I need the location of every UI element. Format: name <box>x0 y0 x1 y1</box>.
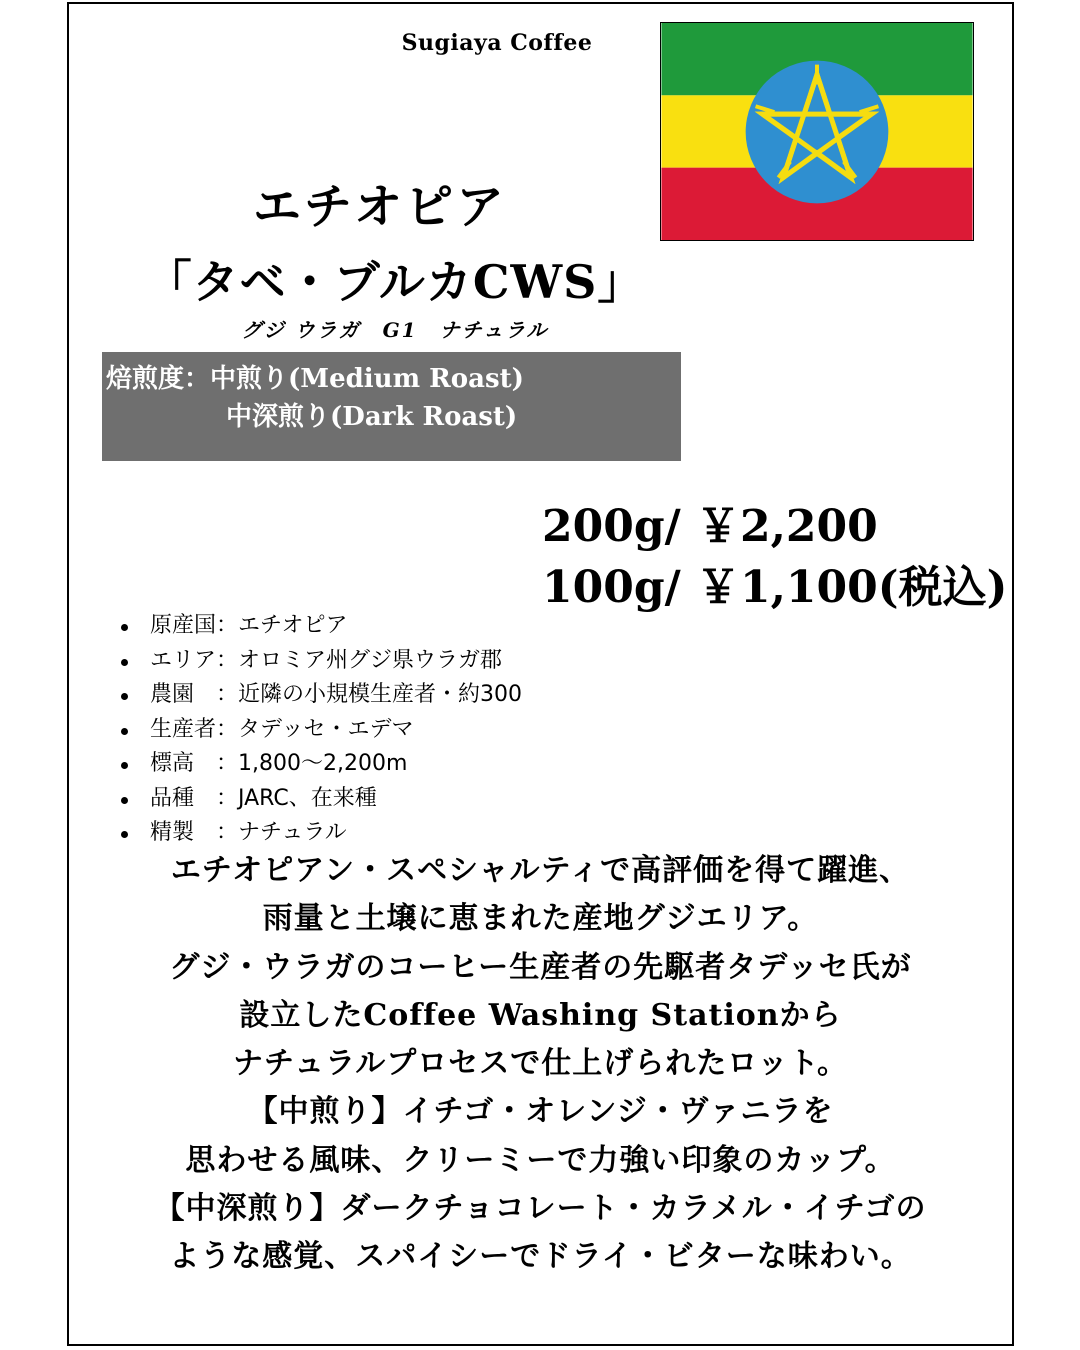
description-line: 【中深煎り】ダークチョコレート・カラメル・イチゴの <box>154 1191 927 1227</box>
spec-variety: 品種 ：JARC、在来種 <box>118 782 522 817</box>
spec-list <box>118 609 522 851</box>
spec-farm: 農園 ：近隣の小規模生産者・約300 <box>118 678 522 713</box>
description-line: 設立したCoffee Washing Stationから <box>239 997 842 1033</box>
product-description <box>67 847 1014 1282</box>
description-line: グジ・ウラガのコーヒー生産者の先駆者タデッセ氏が <box>169 949 912 985</box>
price-200g: 200g/ ￥2,200 <box>542 501 878 552</box>
product-title: エチオピア <box>252 179 508 235</box>
product-detail: グジ ウラガ G1 ナチュラル <box>241 318 549 342</box>
description-line: 【中煎り】イチゴ・オレンジ・ヴァニラを <box>247 1094 834 1130</box>
spec-area: エリア：オロミア州グジ県ウラガ郡 <box>118 644 522 679</box>
description-line: ような感覚、スパイシーでドライ・ビターな味わい。 <box>169 1239 912 1275</box>
spec-producer: 生産者：タデッセ・エデマ <box>118 713 522 748</box>
description-line: 雨量と土壌に恵まれた産地グジエリア。 <box>262 901 819 937</box>
price-100g: 100g/ ￥1,100(税込) <box>542 562 1008 613</box>
description-line: エチオピアン・スペシャルティで高評価を得て躍進、 <box>170 853 911 888</box>
roast-level-dark: 中深煎り(Dark Roast) <box>226 402 518 432</box>
roast-level-medium: 焙煎度：中煎り(Medium Roast) <box>106 364 524 394</box>
product-subtitle: 「タベ・ブルカCWS」 <box>145 255 645 309</box>
description-line: ナチュラルプロセスで仕上げられたロット。 <box>233 1046 848 1082</box>
spec-altitude: 標高 ：1,800～2,200m <box>118 747 522 782</box>
brand-name: Sugiaya Coffee <box>401 30 593 56</box>
spec-process: 精製 ：ナチュラル <box>118 816 522 851</box>
spec-origin: 原産国：エチオピア <box>118 609 522 644</box>
roast-level-box <box>102 352 681 461</box>
description-line: 思わせる風味、クリーミーで力強い印象のカップ。 <box>185 1142 896 1178</box>
